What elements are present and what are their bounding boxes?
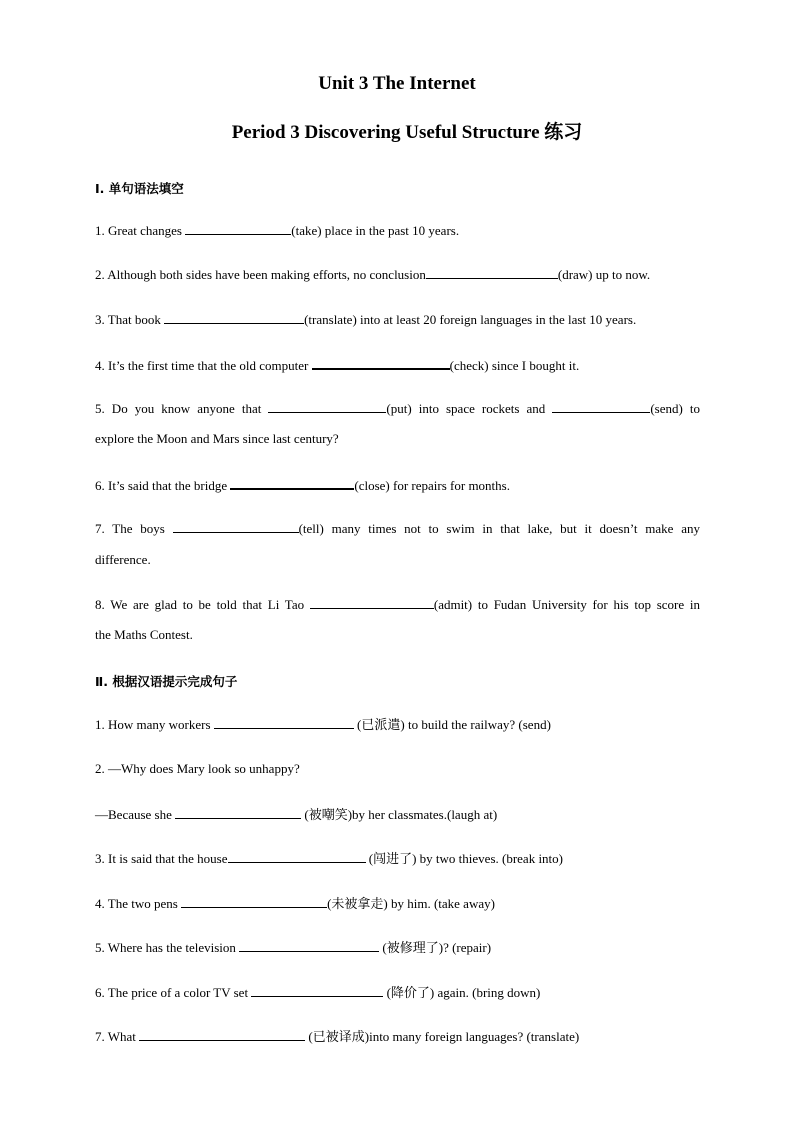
answer-blank[interactable] <box>552 400 650 413</box>
answer-blank[interactable] <box>181 895 327 908</box>
s2-question-7: 7. What (已被译成)into many foreign languages? (translate) <box>95 1029 580 1044</box>
s1-question-2: 2. Although both sides have been making efforts, no conclusion (draw) up to now. <box>95 267 651 282</box>
s1-question-7-continued: difference. <box>95 552 151 567</box>
s1-question-4: 4. It’s the first time that the old computer (check) since I bought it. <box>95 358 580 373</box>
page-title: Unit 3 The Internet <box>318 73 476 94</box>
answer-blank[interactable] <box>310 596 434 609</box>
s1-question-8-continued: the Maths Contest. <box>95 627 193 642</box>
s1-question-1: 1. Great changes (take) place in the past 10 years. <box>95 223 460 238</box>
answer-blank[interactable] <box>426 266 558 279</box>
s1-question-5-continued: explore the Moon and Mars since last century? <box>95 431 339 446</box>
s1-question-8: 8. We are glad to be told that Li Tao (admit) to Fudan University for his top score in <box>95 597 700 612</box>
answer-blank[interactable] <box>173 520 299 533</box>
s1-question-6: 6. It’s said that the bridge (close) for repairs for months. <box>95 478 510 493</box>
s2-question-2b: —Because she (被嘲笑)by her classmates.(laugh at) <box>95 807 498 822</box>
answer-blank[interactable] <box>268 400 386 413</box>
s2-question-3: 3. It is said that the house (闯进了) by two thieves. (break into) <box>95 851 563 866</box>
answer-blank[interactable] <box>164 311 304 324</box>
answer-blank[interactable] <box>139 1028 305 1041</box>
s2-question-4: 4. The two pens (未被拿走) by him. (take away) <box>95 896 495 911</box>
s1-question-3: 3. That book (translate) into at least 20 foreign languages in the last 10 years. <box>95 312 637 327</box>
answer-blank[interactable] <box>312 356 450 370</box>
answer-blank[interactable] <box>228 850 366 863</box>
s2-question-6: 6. The price of a color TV set (降价了) again. (bring down) <box>95 985 541 1000</box>
page-subtitle: Period 3 Discovering Useful Structure 练习 <box>231 122 583 143</box>
answer-blank[interactable] <box>175 806 301 819</box>
s2-question-2a: 2. —Why does Mary look so unhappy? <box>95 761 300 776</box>
answer-blank[interactable] <box>239 939 379 952</box>
answer-blank[interactable] <box>230 476 354 490</box>
s2-question-5: 5. Where has the television (被修理了)? (repair) <box>95 940 492 955</box>
section1-heading: Ⅰ. 单句语法填空 <box>95 181 184 196</box>
s1-question-7: 7. The boys (tell) many times not to swim in that lake, but it doesn’t make any <box>95 521 700 536</box>
answer-blank[interactable] <box>214 716 354 729</box>
s1-question-5: 5. Do you know anyone that (put) into space rockets and (send) to <box>95 401 700 416</box>
s2-question-1: 1. How many workers (已派遣) to build the railway? (send) <box>95 717 551 732</box>
answer-blank[interactable] <box>185 222 291 235</box>
section2-heading: Ⅱ. 根据汉语提示完成句子 <box>95 674 238 689</box>
answer-blank[interactable] <box>251 984 383 997</box>
